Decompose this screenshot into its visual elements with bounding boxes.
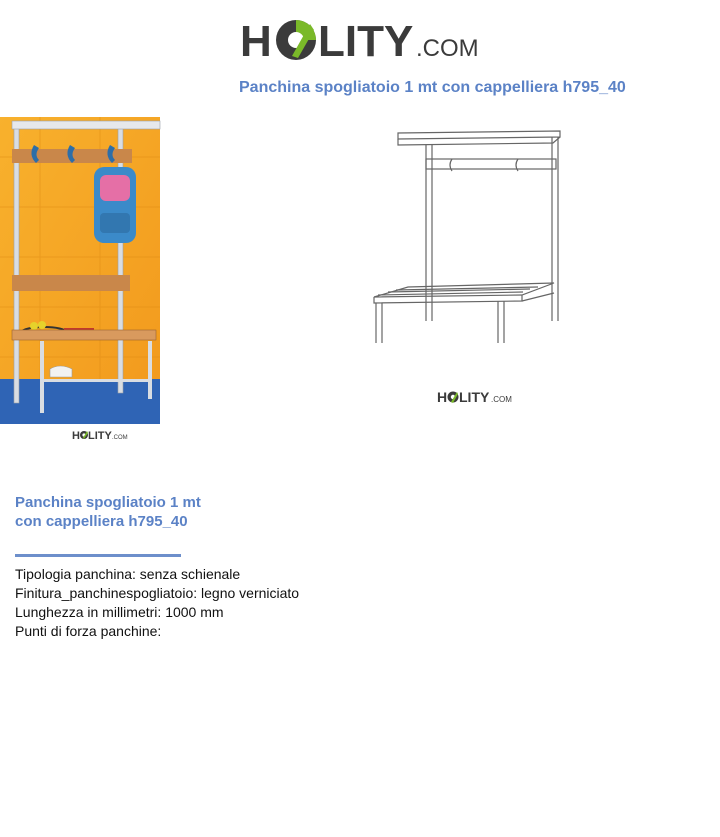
logo-letter-h: H [240,17,272,66]
bench-technical-drawing[interactable] [368,125,564,349]
spec-value: legno verniciato [201,585,300,601]
spec-value: senza schienale [139,566,241,582]
svg-text:.COM: .COM [491,395,512,404]
logo-domain: .COM [416,35,479,62]
product-heading: Panchina spogliatoio 1 mt con cappelliera h795_40 [15,494,201,530]
bench-photo-illustration [0,117,160,424]
spec-label: Punti di forza panchine: [15,623,162,639]
logo-word-lity: LITY [318,17,414,66]
spec-item [15,622,299,641]
svg-text:H: H [72,430,80,442]
spec-item [15,584,299,603]
product-photo[interactable] [0,117,160,424]
spec-item [15,603,299,622]
page-title: Panchina spogliatoio 1 mt con cappelliera h795_40 [239,79,626,96]
svg-text:H: H [437,389,448,405]
spec-list [15,565,299,641]
svg-text:LITY: LITY [459,389,490,405]
spec-label: Lunghezza in millimetri: [15,604,162,620]
drawing-holity-logo [437,388,511,406]
spec-label: Tipologia panchina: [15,566,136,582]
logo-o-icon [276,20,316,60]
heading-divider [15,554,181,557]
svg-text:LITY: LITY [88,430,112,442]
spec-label: Finitura_panchinespogliatoio: [15,585,198,601]
photo-holity-logo [72,428,126,442]
spec-value: 1000 mm [165,604,224,620]
holity-logo[interactable] [240,12,485,68]
svg-text:.COM: .COM [112,435,128,441]
spec-item [15,565,299,584]
